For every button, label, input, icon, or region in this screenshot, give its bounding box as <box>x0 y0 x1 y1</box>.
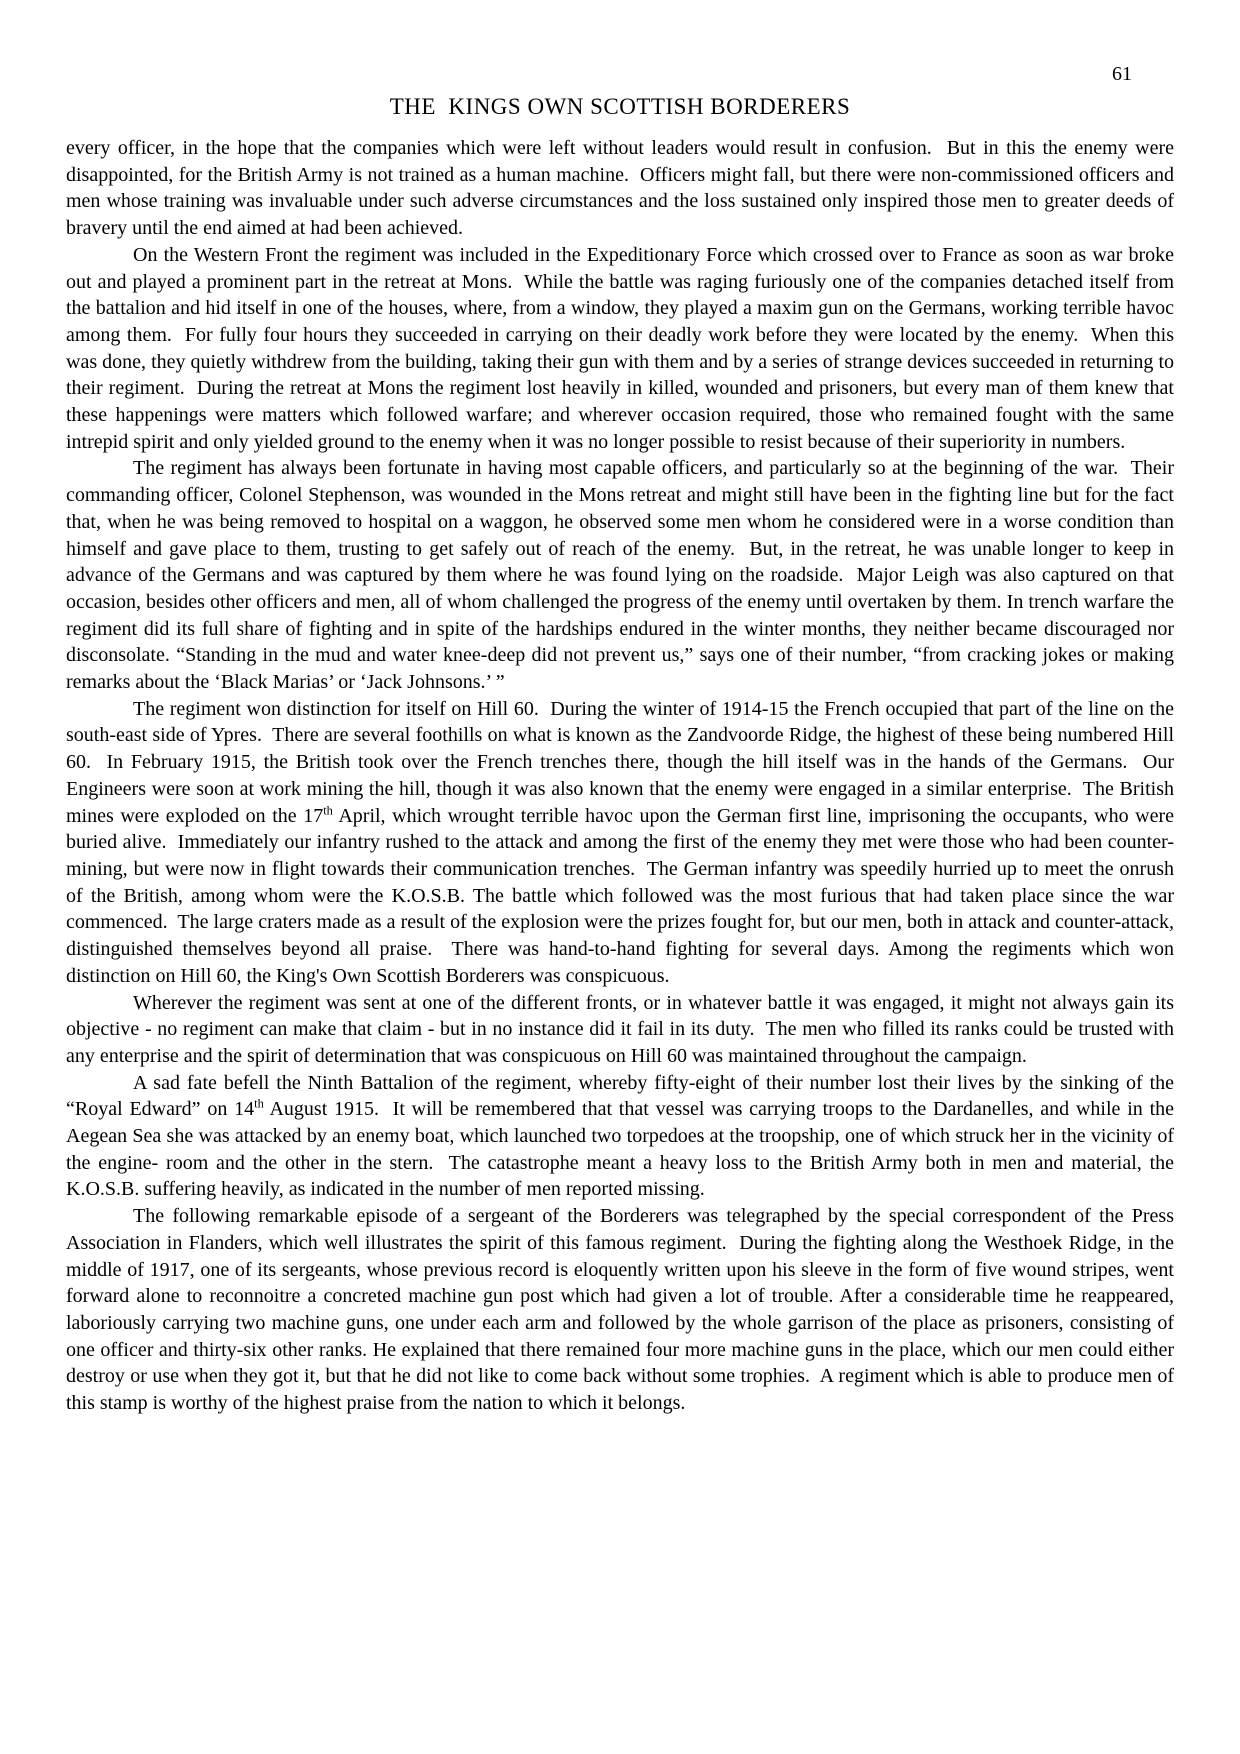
paragraph <box>66 1070 1179 1204</box>
paragraph-text: On the Western Front the regiment was included in the Expeditionary Force which crossed over to France as soon as war broke out and played a prominent part in the retreat at Mons. While the battle was raging furiously one of the companies detached itself from the battalion and hid itself in one of the houses, where, from a window, they played a maxim gun on the Germans, working terrible havoc among them. For fully four hours they succeeded in carrying on their deadly work before they were located by the enemy. When this was done, they quietly withdrew from the building, taking their gun with them and by a series of strange devices succeeded in returning to their regiment. During the retreat at Mons the regiment lost heavily in killed, wounded and prisoners, but every man of them knew that these happenings were matters which followed warfare; and wherever occasion required, those who remained fought with the same intrepid spirit and only yielded ground to the enemy when it was no longer possible to resist because of their superiority in numbers. <box>66 243 1179 453</box>
paragraph <box>66 1203 1179 1417</box>
ordinal-superscript: th <box>323 802 333 817</box>
page-number: 61 <box>1112 63 1132 85</box>
paragraph-text: April, which wrought terrible havoc upon the German first line, imprisoning the occupants, who were buried alive. Immediately our infantry rushed to the attack and among the first of the enemy they met were those who had been counter-mining, but were now in flight towards their communication trenches. The German infantry was speedily hurried up to meet the onrush of the British, among whom were the K.O.S.B. The battle which followed was the most furious that had taken place since the war commenced. The large craters made as a result of the explosion were the prizes fought for, but our men, both in attack and counter-attack, distinguished themselves beyond all praise. There was hand-to-hand fighting for several days. Among the regiments which won distinction on Hill 60, the King's Own Scottish Borderers was conspicuous. <box>66 804 1180 987</box>
paragraph <box>66 135 1179 242</box>
paragraph <box>66 696 1180 990</box>
paragraph-text: August 1915. It will be remembered that that vessel was carrying troops to the Dardanelles, and while in the Aegean Sea she was attacked by an enemy boat, which launched two torpedoes at the troopship, one of which struck her in the vicinity of the engine- room and the other in the stern. The catastrophe meant a heavy loss to the British Army both in men and material, the K.O.S.B. suffering heavily, as indicated in the number of men reported missing. <box>66 1098 1179 1201</box>
paragraph <box>66 242 1179 456</box>
paragraph-text: The regiment has always been fortunate in having most capable officers, and particularly so at the beginning of the war. Their commanding officer, Colonel Stephenson, was wounded in the Mons retreat and might still have been in the fighting line but for the fact that, when he was being removed to hospital on a waggon, he observed some men whom he considered were in a worse condition than himself and gave place to them, trusting to get safely out of reach of the enemy. But, in the retreat, he was unable longer to keep in advance of the Germans and was captured by them where he was found lying on the roadside. Major Leigh was also captured on that occasion, besides other officers and men, all of whom challenged the progress of the enemy until overtaken by them. In trench warfare the regiment did its full share of fighting and in spite of the hardships endured in the winter months, they neither became discouraged nor disconsolate. “Standing in the mud and water knee-deep did not prevent us,” says one of their number, “from cracking jokes or making remarks about the ‘Black Marias’ or ‘Jack Johnsons.’ ” <box>66 457 1179 694</box>
paragraph-text: The following remarkable episode of a sergeant of the Borderers was telegraphed by the special correspondent of the Press Association in Flanders, which well illustrates the spirit of this famous regiment. During the fighting along the Westhoek Ridge, in the middle of 1917, one of its sergeants, whose previous record is eloquently written upon his sleeve in the form of five wound stripes, went forward alone to reconnoitre a concreted machine gun post which had given a lot of trouble. After a considerable time he reappeared, laboriously carrying two machine guns, one under each arm and followed by the whole garrison of the place as prisoners, consisting of one officer and thirty-six other ranks. He explained that there remained four more machine guns in the place, which our men could either destroy or use when they got it, but that he did not like to come back without some trophies. A regiment which is able to produce men of this stamp is worthy of the highest praise from the nation to which it belongs. <box>66 1205 1179 1415</box>
page-title: THE KINGS OWN SCOTTISH BORDERERS <box>389 94 851 119</box>
paragraph-text: every officer, in the hope that the companies which were left without leaders would result in confusion. But in this the enemy were disappointed, for the British Army is not trained as a human machine. Officers might fall, but there were non-commissioned officers and men whose training was invaluable under such adverse circumstances and the loss sustained only inspired those men to greater deeds of bravery until the end aimed at had been achieved. <box>66 137 1179 240</box>
ordinal-superscript: th <box>254 1096 264 1111</box>
paragraph-text: Wherever the regiment was sent at one of the different fronts, or in whatever battle it was engaged, it might not always gain its objective - no regiment can make that claim - but in no instance did it fail in its duty. The men who filled its ranks could be trusted with any enterprise and the spirit of determination that was conspicuous on Hill 60 was maintained throughout the campaign. <box>66 991 1179 1067</box>
paragraph <box>66 990 1179 1070</box>
page-body <box>66 135 1180 1417</box>
paragraph-text: A sad fate befell the Ninth Battalion of the regiment, whereby fifty-eight of their number lost their lives by the sinking of the “Royal Edward” on 14 <box>66 1071 1179 1121</box>
paragraph <box>66 455 1179 695</box>
paragraph-text: The regiment won distinction for itself on Hill 60. During the winter of 1914-15 the French occupied that part of the line on the south-east side of Ypres. There are several foothills on what is known as the Zandvoorde Ridge, the highest of these being numbered Hill 60. In February 1915, the British took over the French trenches there, though the hill itself was in the hands of the Germans. Our Engineers were soon at work mining the hill, though it was also known that the enemy were engaged in a similar enterprise. The British mines were exploded on the 17 <box>66 697 1179 827</box>
